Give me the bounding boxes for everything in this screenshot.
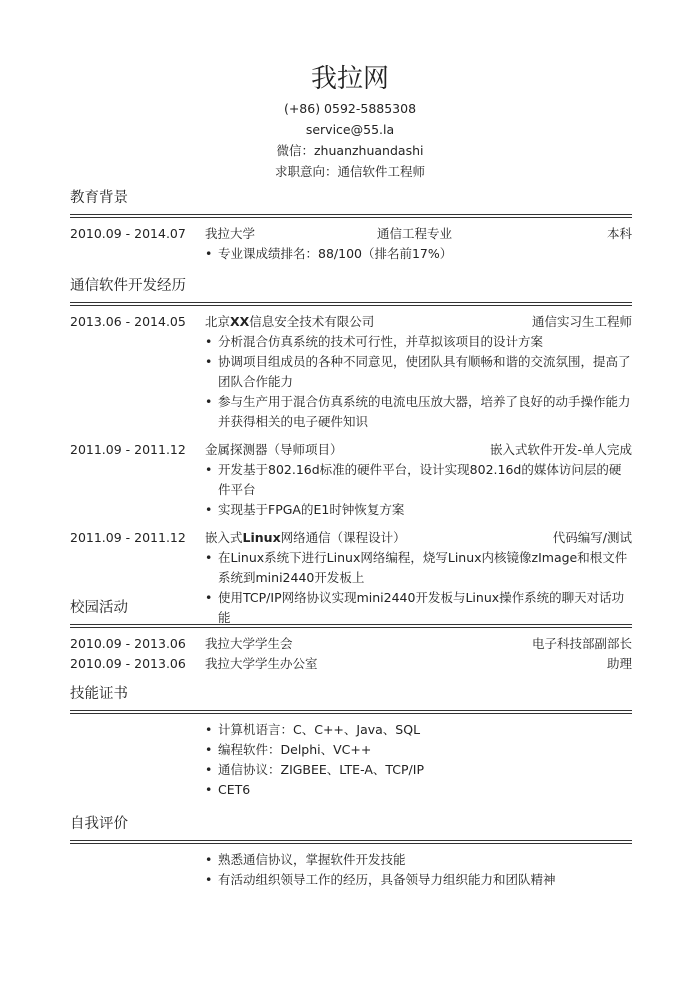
list-item: • 有活动组织领导工作的经历，具备领导力组织能力和团队精神 — [205, 870, 632, 890]
bullet-list — [70, 244, 632, 264]
phone-number: (+86) 0592-5885308 — [283, 101, 417, 116]
experience-section — [70, 276, 632, 628]
degree: 本科 — [606, 226, 632, 241]
candidate-name: 我拉网 — [310, 64, 389, 94]
org-text: 北京 — [205, 314, 231, 329]
entry-header — [70, 528, 632, 548]
org-text-bold: Linux — [242, 530, 281, 545]
section-divider — [70, 710, 632, 714]
list-item: • 计算机语言：C、C++、Java、SQL — [205, 720, 632, 740]
education-section — [70, 188, 632, 264]
entry-org: 我拉大学学生会 — [205, 636, 293, 651]
entry-role: 助理 — [606, 656, 632, 671]
section-title: 通信软件开发经历 — [70, 278, 186, 294]
skills-section — [70, 684, 632, 800]
org-text: 嵌入式 — [205, 530, 243, 545]
school-name: 我拉大学 — [205, 226, 256, 241]
entry-date: 2010.09 - 2013.06 — [70, 636, 186, 651]
campus-row — [70, 634, 632, 654]
entry-date: 2011.09 - 2011.12 — [70, 530, 186, 545]
org-text-bold: XX — [230, 314, 250, 329]
section-title: 教育背景 — [70, 190, 128, 206]
campus-section — [70, 598, 632, 674]
major-name: 通信工程专业 — [377, 226, 453, 241]
entry-org — [205, 312, 374, 332]
list-item: • 编程软件：Delphi、VC++ — [205, 740, 632, 760]
list-item: • 在Linux系统下进行Linux网络编程，烧写Linux内核镜像zImage和根文件系统到mini2440开发板上 — [205, 548, 632, 588]
entry-header — [70, 312, 632, 332]
list-item: • 使用TCP/IP网络协议实现mini2440开发板与Linux操作系统的聊天对话功能 — [205, 588, 632, 628]
bullet-list — [70, 332, 632, 432]
list-item: • 通信协议：ZIGBEE、LTE-A、TCP/IP — [205, 760, 632, 780]
section-divider — [70, 624, 632, 628]
org-text: 网络通信（课程设计） — [280, 530, 406, 545]
list-item: • 参与生产用于混合仿真系统的电流电压放大器，培养了良好的动手操作能力并获得相关的电子硬件知识 — [205, 392, 632, 432]
section-title: 技能证书 — [70, 686, 128, 702]
entry-date: 2010.09 - 2014.07 — [70, 226, 186, 241]
entry-role: 代码编写/测试 — [552, 530, 632, 545]
experience-entry — [70, 312, 632, 432]
bullet-list — [70, 720, 632, 800]
entry-org: 金属探测器（导师项目） — [205, 442, 343, 457]
list-item: • 开发基于802.16d标准的硬件平台，设计实现802.16d的媒体访问层的硬件平台 — [205, 460, 632, 500]
wechat-id: 微信：zhuanzhuandashi — [276, 143, 424, 158]
list-item: • 熟悉通信协议，掌握软件开发技能 — [205, 850, 632, 870]
campus-row — [70, 654, 632, 674]
section-divider — [70, 302, 632, 306]
entry-role: 电子科技部副部长 — [531, 636, 632, 651]
bullet-list — [70, 460, 632, 520]
self-evaluation-section — [70, 814, 632, 890]
entry-header — [70, 440, 632, 460]
list-item: • 专业课成绩排名：88/100（排名前17%） — [205, 244, 632, 264]
list-item: • 实现基于FPGA的E1时钟恢复方案 — [205, 500, 632, 520]
entry-date: 2010.09 - 2013.06 — [70, 656, 186, 671]
org-text: 信息安全技术有限公司 — [249, 314, 375, 329]
entry-date: 2013.06 - 2014.05 — [70, 314, 186, 329]
email-address: service@55.la — [305, 122, 395, 137]
entry-role: 嵌入式软件开发-单人完成 — [489, 442, 632, 457]
entry-org: 我拉大学学生办公室 — [205, 656, 318, 671]
list-item: • 协调项目组成员的各种不同意见，使团队具有顺畅和谐的交流氛围，提高了团队合作能力 — [205, 352, 632, 392]
section-divider — [70, 840, 632, 844]
entry-role: 通信实习生工程师 — [531, 314, 632, 329]
bullet-list — [70, 850, 632, 890]
education-row — [70, 224, 632, 244]
job-objective: 求职意向：通信软件工程师 — [274, 164, 425, 179]
experience-entry — [70, 440, 632, 520]
entry-date: 2011.09 - 2011.12 — [70, 442, 186, 457]
resume-header — [0, 0, 700, 182]
entry-org — [205, 528, 406, 548]
section-title: 自我评价 — [70, 816, 128, 832]
section-title: 校园活动 — [70, 600, 128, 616]
section-divider — [70, 214, 632, 218]
list-item: • CET6 — [205, 780, 632, 800]
list-item: • 分析混合仿真系统的技术可行性，并草拟该项目的设计方案 — [205, 332, 632, 352]
